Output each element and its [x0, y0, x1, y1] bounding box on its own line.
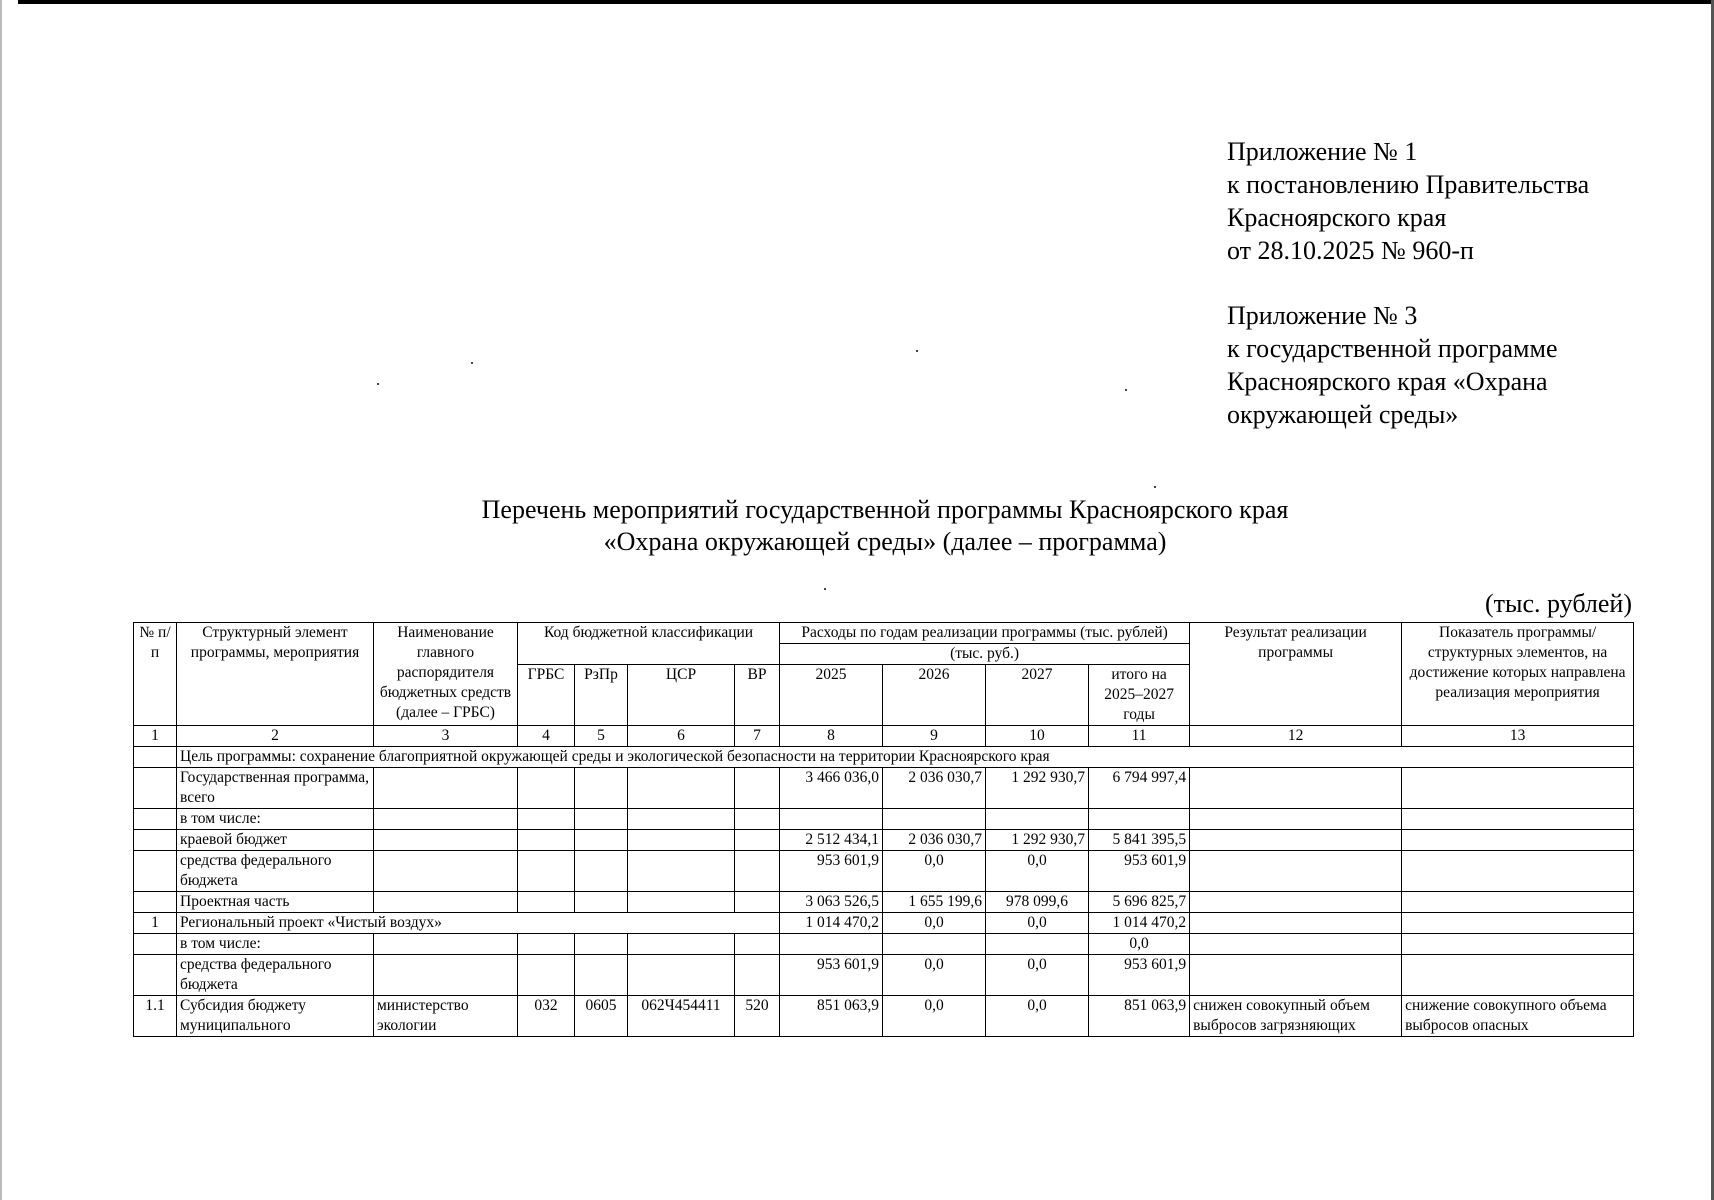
row-num: [134, 851, 177, 892]
row-num: [134, 768, 177, 809]
program-goal: Цель программы: сохранение благоприятной окружающей среды и экологической безопасности на территории Красноярского края: [177, 747, 1634, 768]
value-2025: 3 063 526,5: [780, 892, 883, 913]
row-num: 1: [134, 913, 177, 934]
scan-speck: [916, 350, 918, 352]
empty-cell: [1402, 892, 1634, 913]
value-total: [1089, 809, 1190, 830]
empty-cell: [575, 768, 628, 809]
value-2026: 0,0: [883, 851, 986, 892]
value-2025: 851 063,9: [780, 996, 883, 1037]
empty-cell: [1402, 955, 1634, 996]
empty-cell: [518, 830, 575, 851]
appendix-1-line: к постановлению Правительства: [1227, 170, 1590, 199]
scan-speck: [1154, 486, 1156, 488]
empty-cell: [628, 809, 735, 830]
header-num: № п/п: [134, 623, 177, 726]
empty-cell: [518, 851, 575, 892]
value-2026: 2 036 030,7: [883, 830, 986, 851]
column-number: 7: [735, 726, 780, 747]
header-expenses-unit: (тыс. руб.): [780, 644, 1190, 665]
row-num: 1.1: [134, 996, 177, 1037]
table-row: [134, 768, 1634, 809]
header-result: Результат реализации программы: [1190, 623, 1402, 726]
header-year-2026: 2026: [883, 665, 986, 726]
value-2027: [986, 809, 1089, 830]
value-total: 851 063,9: [1089, 996, 1190, 1037]
empty-cell: [1190, 768, 1402, 809]
empty-cell: [575, 809, 628, 830]
header-year-2025: 2025: [780, 665, 883, 726]
row-grbs-name: министерство экологии: [374, 996, 518, 1037]
empty-cell: [374, 851, 518, 892]
row-result: снижен совокупный объем выбросов загрязняющих: [1190, 996, 1402, 1037]
value-total: 0,0: [1089, 934, 1190, 955]
column-number: 3: [374, 726, 518, 747]
table-row: [134, 830, 1634, 851]
column-number: 4: [518, 726, 575, 747]
empty-cell: [518, 934, 575, 955]
column-number: 6: [628, 726, 735, 747]
empty-cell: [628, 892, 735, 913]
appendix-1-line: Красноярского края: [1227, 203, 1447, 232]
appendix-1-line: от 28.10.2025 № 960-п: [1227, 236, 1474, 265]
value-2025: 3 466 036,0: [780, 768, 883, 809]
empty-cell: [374, 830, 518, 851]
empty-cell: [1402, 934, 1634, 955]
empty-cell: [1190, 892, 1402, 913]
table-row: [134, 892, 1634, 913]
row-num: [134, 830, 177, 851]
header-expenses: Расходы по годам реализации программы (тыс. рублей): [780, 623, 1190, 644]
empty-cell: [575, 830, 628, 851]
row-num: [134, 934, 177, 955]
value-2025: 1 014 470,2: [780, 913, 883, 934]
row-name: Региональный проект «Чистый воздух»: [177, 913, 780, 934]
appendix-3-line: к государственной программе: [1227, 334, 1558, 363]
column-number: 12: [1190, 726, 1402, 747]
value-2026: [883, 809, 986, 830]
empty-cell: [518, 768, 575, 809]
row-name: Субсидия бюджету муниципального: [177, 996, 374, 1037]
scan-speck: [471, 362, 473, 364]
header-grbs: ГРБС: [518, 665, 575, 726]
column-number: 11: [1089, 726, 1190, 747]
empty-cell: [374, 892, 518, 913]
appendix-3-block: [1227, 299, 1558, 431]
row-rzpr: 0605: [575, 996, 628, 1037]
unit-note: (тыс. рублей): [1484, 589, 1632, 618]
header-total: итого на 2025–2027 годы: [1089, 665, 1190, 726]
empty-cell: [374, 809, 518, 830]
header-indicator: Показатель программы/ структурных элементов, на достижение которых направлена реализация мероприятия: [1402, 623, 1634, 726]
header-vr: ВР: [735, 665, 780, 726]
title-line: Перечень мероприятий государственной программы Красноярского края: [481, 495, 1289, 524]
column-number: 5: [575, 726, 628, 747]
value-2026: 2 036 030,7: [883, 768, 986, 809]
empty-cell: [628, 768, 735, 809]
row-num: [134, 809, 177, 830]
row-vr: 520: [735, 996, 780, 1037]
empty-cell: [1402, 851, 1634, 892]
goal-row: [134, 747, 1634, 768]
value-2025: [780, 934, 883, 955]
page-top-border: [18, 0, 1714, 4]
empty-cell: [1190, 809, 1402, 830]
row-indicator: снижение совокупного объема выбросов опасных: [1402, 996, 1634, 1037]
appendix-3-line: Красноярского края «Охрана: [1227, 367, 1548, 396]
table-row: [134, 934, 1634, 955]
empty-cell: [1190, 830, 1402, 851]
header-grbs-name: Наименование главного распорядителя бюджетных средств (далее – ГРБС): [374, 623, 518, 726]
empty-cell: [735, 830, 780, 851]
table-row: [134, 996, 1634, 1037]
column-number: 1: [134, 726, 177, 747]
row-csr: 062Ч454411: [628, 996, 735, 1037]
column-number: 10: [986, 726, 1089, 747]
header-row: [134, 623, 1634, 644]
empty-cell: [735, 851, 780, 892]
empty-cell: [1402, 913, 1634, 934]
empty-cell: [628, 830, 735, 851]
empty-cell: [1402, 768, 1634, 809]
measures-table: [133, 622, 1634, 1037]
empty-cell: [374, 955, 518, 996]
empty-cell: [518, 892, 575, 913]
table-row: [134, 955, 1634, 996]
value-2025: 953 601,9: [780, 955, 883, 996]
value-2027: 1 292 930,7: [986, 830, 1089, 851]
header-rzpr: РзПр: [575, 665, 628, 726]
empty-cell: [735, 934, 780, 955]
table-row: [134, 809, 1634, 830]
empty-cell: [628, 851, 735, 892]
row-name: средства федерального бюджета: [177, 851, 374, 892]
column-number: 2: [177, 726, 374, 747]
value-total: 1 014 470,2: [1089, 913, 1190, 934]
value-2026: 0,0: [883, 996, 986, 1037]
empty-cell: [735, 892, 780, 913]
header-element: Структурный элемент программы, мероприятия: [177, 623, 374, 726]
value-2026: [883, 934, 986, 955]
empty-cell: [518, 809, 575, 830]
empty-cell: [1190, 955, 1402, 996]
scan-speck: [1125, 389, 1127, 391]
appendix-3-line: окружающей среды»: [1227, 400, 1459, 429]
row-name: краевой бюджет: [177, 830, 374, 851]
empty-cell: [1190, 913, 1402, 934]
value-2026: 1 655 199,6: [883, 892, 986, 913]
empty-cell: [575, 851, 628, 892]
value-total: 953 601,9: [1089, 851, 1190, 892]
empty-cell: [628, 955, 735, 996]
scan-speck: [824, 588, 826, 590]
scan-speck: [377, 383, 379, 385]
value-2026: 0,0: [883, 913, 986, 934]
column-number: 13: [1402, 726, 1634, 747]
row-name: в том числе:: [177, 809, 374, 830]
empty-cell: [735, 768, 780, 809]
value-2027: 0,0: [986, 955, 1089, 996]
row-num: [134, 892, 177, 913]
row-name: средства федерального бюджета: [177, 955, 374, 996]
empty-cell: [575, 955, 628, 996]
row-num: [134, 955, 177, 996]
appendix-1-line: Приложение № 1: [1227, 137, 1418, 166]
row-grbs: 032: [518, 996, 575, 1037]
value-2027: 978 099,6: [986, 892, 1089, 913]
row-name: Государственная программа, всего: [177, 768, 374, 809]
table-row: [134, 851, 1634, 892]
value-total: 953 601,9: [1089, 955, 1190, 996]
empty-cell: [1402, 809, 1634, 830]
value-2025: 2 512 434,1: [780, 830, 883, 851]
value-total: 5 696 825,7: [1089, 892, 1190, 913]
column-number-row: [134, 726, 1634, 747]
empty-cell: [628, 934, 735, 955]
row-name: Проектная часть: [177, 892, 374, 913]
value-2026: 0,0: [883, 955, 986, 996]
empty-cell: [1402, 830, 1634, 851]
empty-cell: [134, 747, 177, 768]
empty-cell: [1190, 851, 1402, 892]
empty-cell: [374, 934, 518, 955]
value-2025: [780, 809, 883, 830]
header-csr: ЦСР: [628, 665, 735, 726]
value-2027: 0,0: [986, 913, 1089, 934]
header-kbk: Код бюджетной классификации: [518, 623, 780, 665]
value-2027: 1 292 930,7: [986, 768, 1089, 809]
column-number: 8: [780, 726, 883, 747]
appendix-3-line: Приложение № 3: [1227, 301, 1418, 330]
value-total: 6 794 997,4: [1089, 768, 1190, 809]
value-2027: 0,0: [986, 996, 1089, 1037]
value-2027: [986, 934, 1089, 955]
table-row: [134, 913, 1634, 934]
empty-cell: [374, 768, 518, 809]
empty-cell: [518, 955, 575, 996]
document-title: [300, 494, 1470, 558]
header-year-2027: 2027: [986, 665, 1089, 726]
value-total: 5 841 395,5: [1089, 830, 1190, 851]
empty-cell: [735, 955, 780, 996]
empty-cell: [575, 892, 628, 913]
value-2027: 0,0: [986, 851, 1089, 892]
appendix-1-block: [1227, 135, 1589, 267]
empty-cell: [575, 934, 628, 955]
page-left-border: [0, 0, 2, 1200]
empty-cell: [1190, 934, 1402, 955]
empty-cell: [735, 809, 780, 830]
column-number: 9: [883, 726, 986, 747]
value-2025: 953 601,9: [780, 851, 883, 892]
row-name: в том числе:: [177, 934, 374, 955]
title-line: «Охрана окружающей среды» (далее – программа): [603, 527, 1167, 556]
